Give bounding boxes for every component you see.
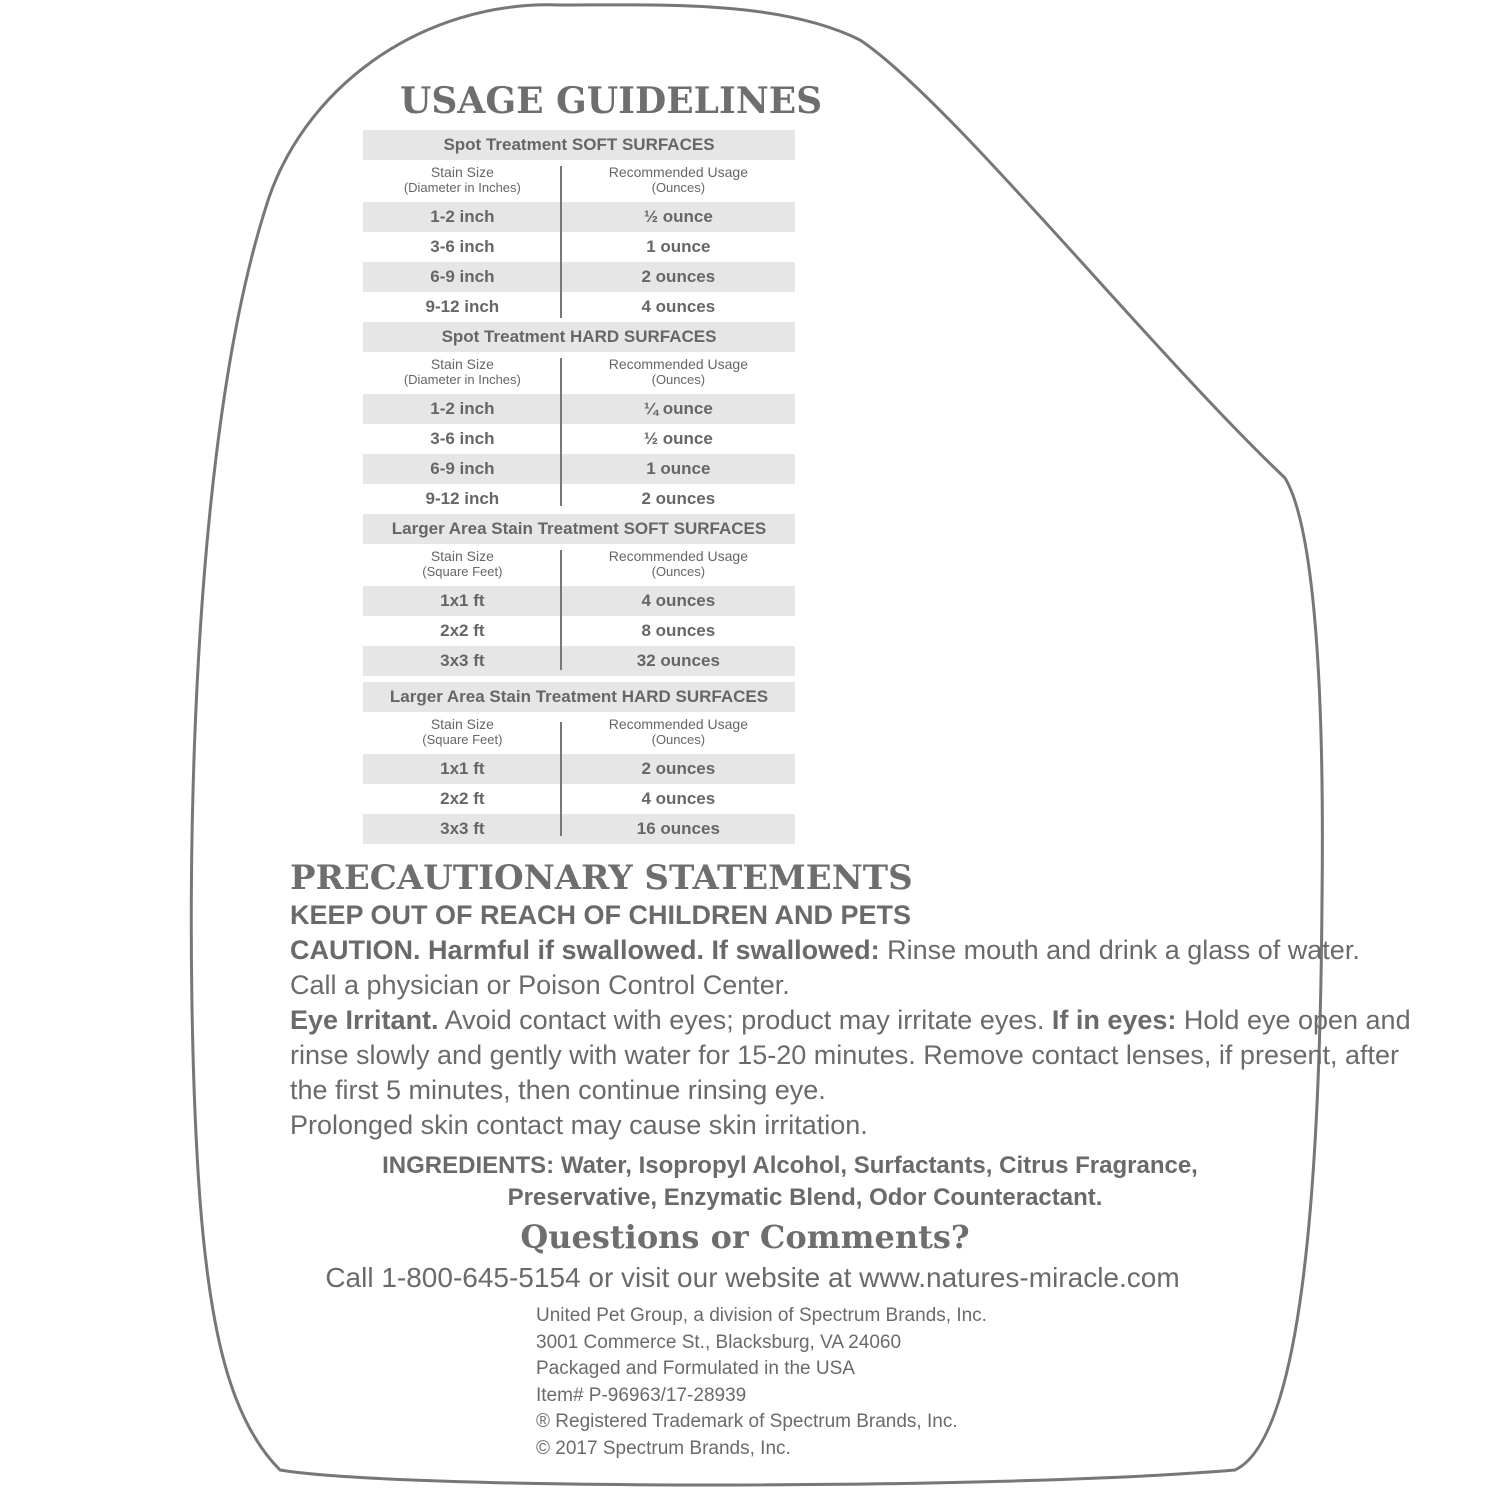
stain-size-unit: (Diameter in Inches) [403, 372, 521, 387]
usage-cell: 2 ounces [641, 759, 716, 778]
table-row [363, 232, 795, 262]
caution-bold: CAUTION. Harmful if swallowed. If swallowed: [290, 935, 880, 965]
usage-header [562, 544, 795, 586]
table-row [363, 754, 795, 784]
table-row [363, 814, 795, 844]
stain-size-cell: 3x3 ft [440, 651, 485, 670]
section-title: Larger Area Stain Treatment SOFT SURFACES [363, 514, 795, 544]
stain-size-cell: 6-9 inch [430, 459, 495, 478]
stain-size-header [363, 712, 562, 754]
column-divider [560, 550, 562, 670]
company-line: United Pet Group, a division of Spectrum Brands, Inc. [536, 1305, 987, 1326]
table-row [363, 646, 795, 676]
usage-guidelines-title: USAGE GUIDELINES [400, 80, 823, 122]
usage-section [363, 322, 795, 514]
stain-size-label: Stain Size [430, 356, 494, 372]
stain-size-unit: (Square Feet) [422, 564, 503, 579]
usage-unit: (Ounces) [651, 564, 706, 579]
usage-table [363, 130, 795, 844]
table-row [363, 454, 795, 484]
usage-cell: ¼ ounce [643, 399, 713, 418]
table-row [363, 424, 795, 454]
company-line: ® Registered Trademark of Spectrum Brands, Inc. [536, 1411, 958, 1433]
stain-size-cell: 1x1 ft [440, 759, 485, 778]
usage-cell: 2 ounces [641, 267, 716, 286]
usage-header [562, 160, 795, 202]
keep-out-warning: KEEP OUT OF REACH OF CHILDREN AND PETS [290, 900, 912, 930]
usage-section [363, 682, 795, 844]
stain-size-cell: 9-12 inch [425, 489, 500, 508]
usage-header [562, 352, 795, 394]
stain-size-header [363, 160, 562, 202]
eye-line [290, 1003, 1411, 1038]
stain-size-cell: 6-9 inch [430, 267, 495, 286]
table-row [363, 394, 795, 424]
stain-size-cell: 3-6 inch [430, 429, 495, 448]
caution-text: Rinse mouth and drink a glass of water. [879, 935, 1360, 965]
column-headers [363, 160, 795, 202]
column-divider [560, 358, 562, 506]
questions-heading: Questions or Comments? [520, 1218, 970, 1256]
section-title: Spot Treatment HARD SURFACES [363, 322, 795, 352]
usage-cell: 8 ounces [641, 621, 716, 640]
ingredients-line-1 [290, 1150, 1290, 1182]
eye-bold-2: If in eyes: [1051, 1005, 1177, 1035]
eye-bold: Eye Irritant. [290, 1005, 439, 1035]
stain-size-header [363, 544, 562, 586]
column-divider [560, 166, 562, 318]
stain-size-cell: 1-2 inch [430, 207, 495, 226]
column-headers [363, 712, 795, 754]
stain-size-cell: 3-6 inch [430, 237, 495, 256]
table-row [363, 202, 795, 232]
stain-size-header [363, 352, 562, 394]
eye-line-2: rinse slowly and gently with water for 15-20 minutes. Remove contact lenses, if present, after [290, 1040, 1400, 1070]
stain-size-unit: (Square Feet) [422, 732, 503, 747]
table-row [363, 292, 795, 322]
usage-cell: ½ ounce [643, 207, 713, 226]
stain-size-unit: (Diameter in Inches) [403, 180, 521, 195]
usage-unit: (Ounces) [651, 180, 706, 195]
table-row [363, 784, 795, 814]
contact-line: Call 1-800-645-5154 or visit our website at www.natures-miracle.com [325, 1262, 1180, 1293]
stain-size-cell: 9-12 inch [425, 297, 500, 316]
ingredients-label: INGREDIENTS: [382, 1152, 555, 1179]
usage-cell: 2 ounces [641, 489, 716, 508]
section-title: Spot Treatment SOFT SURFACES [363, 130, 795, 160]
table-row [363, 262, 795, 292]
company-line: © 2017 Spectrum Brands, Inc. [536, 1437, 791, 1459]
usage-section [363, 130, 795, 322]
table-row [363, 616, 795, 646]
company-line: 3001 Commerce St., Blacksburg, VA 24060 [536, 1331, 902, 1353]
section-title: Larger Area Stain Treatment HARD SURFACES [363, 682, 795, 712]
stain-size-cell: 3x3 ft [440, 819, 485, 838]
company-line: Packaged and Formulated in the USA [536, 1358, 855, 1380]
caution-line-2: Call a physician or Poison Control Center. [290, 970, 790, 1000]
usage-label: Recommended Usage [608, 164, 748, 180]
column-divider [560, 722, 562, 836]
stain-size-cell: 1x1 ft [440, 591, 485, 610]
usage-cell: ½ ounce [643, 429, 713, 448]
stain-size-cell: 1-2 inch [430, 399, 495, 418]
skin-warning: Prolonged skin contact may cause skin irritation. [290, 1110, 868, 1140]
precautions-title: PRECAUTIONARY STATEMENTS [290, 858, 913, 898]
stain-size-label: Stain Size [430, 716, 494, 732]
stain-size-cell: 2x2 ft [440, 789, 485, 808]
usage-cell: 1 ounce [646, 459, 711, 478]
precautionary-statements [290, 858, 1411, 1143]
eye-text: Avoid contact with eyes; product may irritate eyes. [438, 1005, 1052, 1035]
usage-cell: 16 ounces [636, 819, 720, 838]
usage-label: Recommended Usage [608, 716, 748, 732]
stain-size-cell: 2x2 ft [440, 621, 485, 640]
column-headers [363, 352, 795, 394]
column-headers [363, 544, 795, 586]
usage-cell: 4 ounces [641, 789, 716, 808]
company-info [536, 1303, 987, 1463]
usage-section [363, 514, 795, 676]
table-row [363, 586, 795, 616]
usage-cell: 4 ounces [641, 297, 716, 316]
stain-size-label: Stain Size [430, 164, 494, 180]
eye-line-3: the first 5 minutes, then continue rinsing eye. [290, 1075, 826, 1105]
usage-cell: 1 ounce [646, 237, 711, 256]
usage-unit: (Ounces) [651, 372, 706, 387]
usage-header [562, 712, 795, 754]
caution-line [290, 933, 1360, 968]
ingredients-line-2: Preservative, Enzymatic Blend, Odor Counteractant. [507, 1184, 1103, 1211]
usage-label: Recommended Usage [608, 356, 748, 372]
company-line: Item# P-96963/17-28939 [536, 1384, 747, 1406]
usage-cell: 32 ounces [636, 651, 720, 670]
ingredients [290, 1150, 1290, 1214]
table-row [363, 484, 795, 514]
usage-label: Recommended Usage [608, 548, 748, 564]
usage-cell: 4 ounces [641, 591, 716, 610]
stain-size-label: Stain Size [430, 548, 494, 564]
usage-unit: (Ounces) [651, 732, 706, 747]
eye-text-2: Hold eye open and [1176, 1005, 1411, 1035]
ingredients-text-1: Water, Isopropyl Alcohol, Surfactants, Citrus Fragrance, [554, 1152, 1198, 1179]
